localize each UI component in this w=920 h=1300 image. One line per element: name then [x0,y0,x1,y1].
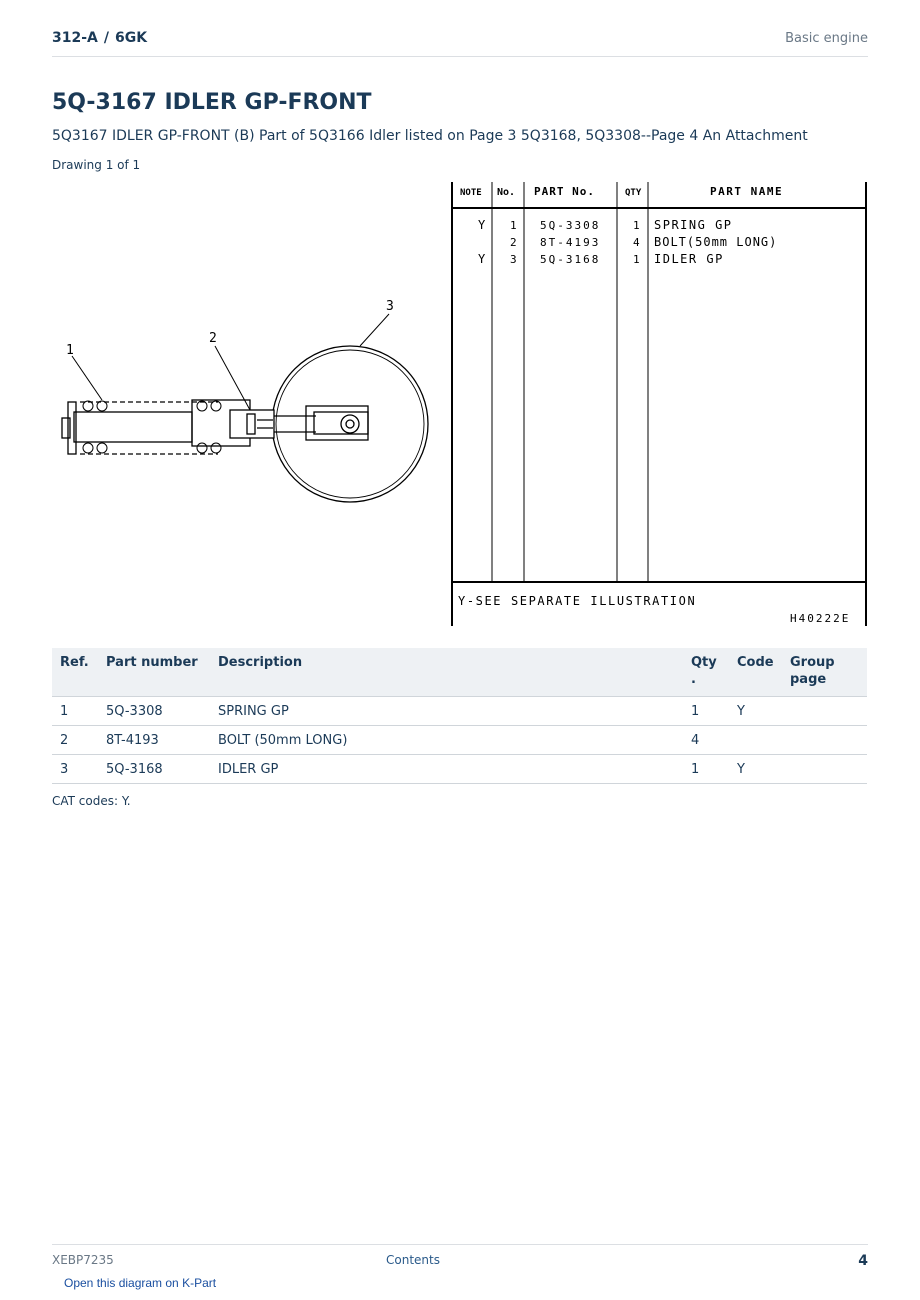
fig-row-1-name: SPRING GP [654,218,733,232]
fig-row-1-note: Y [478,218,486,232]
cell-ref: 3 [52,755,98,784]
fig-row-1-qty: 1 [633,219,640,232]
cell-code: Y [729,697,782,726]
fig-row-3-part: 5Q-3168 [540,253,601,266]
table-row [52,726,867,755]
col-header-ref: Ref. [52,648,98,697]
idler-bearing [341,415,359,433]
cell-qty: 1 [683,755,729,784]
fig-row-3-no: 3 [510,253,517,266]
cell-ref: 2 [52,726,98,755]
cell-ref: 1 [52,697,98,726]
cell-qty: 4 [683,726,729,755]
page-subtitle: 5Q3167 IDLER GP-FRONT (B) Part of 5Q3166 Idler listed on Page 3 5Q3168, 5Q3308--Page 4 An Attachment [52,128,808,144]
cell-qty: 1 [683,697,729,726]
model-label: 312-A [52,30,98,46]
col-header-part-number: Part number [98,648,210,697]
drawing-counter: Drawing 1 of 1 [52,158,141,172]
breadcrumb-separator: / [103,30,109,46]
fig-header-no: No. [497,187,516,198]
col-header-qty-line2: . [691,672,696,687]
col-header-group-line1: Group [790,655,835,670]
fig-drawing-code: H40222E [790,612,851,625]
idler-illustration [62,314,428,502]
fig-row-2-no: 2 [510,236,517,249]
diagram-svg [52,180,868,628]
col-header-qty-line1: Qty [691,655,717,670]
cell-group-page [782,726,867,755]
cell-group-page [782,697,867,726]
spring-end-plate-left [68,402,76,454]
figure-table-rows [478,218,777,266]
figure-table-headers [460,185,783,198]
leader-line-1 [72,356,102,400]
parts-diagram [52,180,868,628]
section-label: Basic engine [785,31,868,46]
fig-header-part-name: PART NAME [710,185,784,198]
fig-header-note: NOTE [460,188,482,198]
fig-row-2-name: BOLT(50mm LONG) [654,235,778,249]
col-header-group-line2: page [790,672,827,687]
cell-code [729,726,782,755]
contents-link[interactable]: Contents [386,1253,440,1267]
leader-line-3 [360,314,389,346]
table-row [52,755,867,784]
col-header-group-page [782,648,867,697]
cell-part-number: 8T-4193 [98,726,210,755]
page-number: 4 [858,1253,868,1269]
prefix-label: 6GK [115,30,148,46]
cell-part-number: 5Q-3168 [98,755,210,784]
fig-header-qty: QTY [625,188,642,198]
callout-2: 2 [209,331,217,346]
cat-codes-note: CAT codes: Y. [52,794,131,808]
fig-row-1-no: 1 [510,219,517,232]
col-header-description: Description [210,648,683,697]
cell-code: Y [729,755,782,784]
fig-footnote: Y-SEE SEPARATE ILLUSTRATION [458,594,697,608]
page-title: 5Q-3167 IDLER GP-FRONT [52,90,372,115]
fig-row-2-part: 8T-4193 [540,236,601,249]
document-id: XEBP7235 [52,1253,114,1267]
table-row [52,697,867,726]
col-header-qty [683,648,729,697]
fig-row-2-qty: 4 [633,236,640,249]
page-header [52,28,868,57]
callout-3: 3 [386,299,394,314]
cell-description: SPRING GP [210,697,683,726]
spring-rod [74,412,192,442]
fig-row-3-note: Y [478,252,486,266]
open-k-part-link[interactable]: Open this diagram on K-Part [64,1276,217,1290]
fig-header-part-no: PART No. [534,185,595,198]
parts-table-header-row [52,648,867,697]
breadcrumb [52,30,147,46]
fig-row-3-name: IDLER GP [654,252,724,266]
parts-table [52,648,867,784]
page-footer [52,1244,868,1275]
cell-group-page [782,755,867,784]
col-header-code: Code [729,648,782,697]
fig-row-1-part: 5Q-3308 [540,219,601,232]
callout-1: 1 [66,343,74,358]
cell-description: IDLER GP [210,755,683,784]
cell-part-number: 5Q-3308 [98,697,210,726]
fig-row-3-qty: 1 [633,253,640,266]
cell-description: BOLT (50mm LONG) [210,726,683,755]
